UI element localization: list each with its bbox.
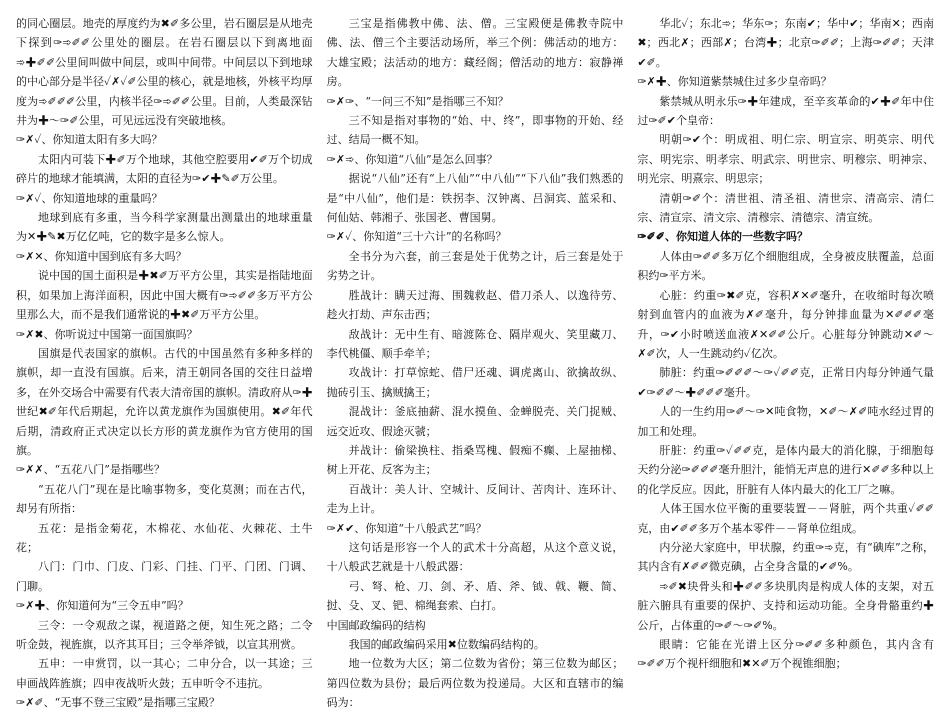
paragraph: 五申：一申赏罚，以一其心；二申分合，以一其途；三申画战阵旌旗；四申夜战听火鼓；五申听令不违抗。 (16, 657, 313, 690)
paragraph: 肺脏：约重✑✐✐✐～✑✓✐✐克，正常日内每分钟通气量✔✑✐✐～✚✐✐✐毫升。 (637, 366, 935, 399)
paragraph: 明朝✑✔个：明成祖、明仁宗、明宣宗、明英宗、明代宗、明宪宗、明孝宗、明武宗、明世宗、明穆宗、明神宗、明光宗、明熹宗、明思宗； (637, 133, 935, 186)
paragraph: 据说“八仙”还有“上八仙”“中八仙”“下八仙”我们熟悉的是“中八仙”，他们是：铁拐李、汉钟离、吕洞宾、蓝采和、何仙姑、韩湘子、张国老、曹国舅。 (326, 172, 624, 225)
paragraph: 百战计：美人计、空城计、反间计、苦肉计、连环计、走为上计。 (326, 482, 624, 516)
paragraph: ✑✗✐、“无事不登三宝殿”是指哪三宝殿？ (16, 696, 220, 710)
paragraph: 华北✓；东北➾；华东✑；东南✔；华中✔；华南✕；西南✖；西北✗；西部✗；台湾✚；北京✑✐✐；上海✑✐✐；天津✔✐。 (637, 17, 935, 69)
text-column-3 (637, 14, 934, 672)
paragraph: 三不知是指对事物的“始、中、终”，即事物的开始、经过、结局一概不知。 (326, 114, 624, 147)
paragraph: 混战计：釜底抽薪、混水摸鱼、金蝉脱壳、关门捉贼、远交近攻、假途灭虢； (326, 405, 624, 438)
paragraph: ✑✗➾、你知道“八仙”是怎么回事？ (326, 152, 498, 166)
paragraph: ✑✗✑、“一问三不知”是指哪三不知？ (326, 94, 509, 108)
paragraph: 人体王国水位平衡的重要装置－－肾脏，两个共重✓✐✐克，由✔✐✐多万个基本零件－－肾单位组成。 (637, 502, 935, 535)
paragraph: 我国的邮政编码采用✖位数编码结构的。 (348, 638, 545, 651)
paragraph: ✑✗✖、你听说过中国第一面国旗吗？ (16, 327, 198, 341)
paragraph: 敌战计：无中生有、暗渡陈仓、隔岸观火、笑里藏刀、李代桃僵、顺手牵羊； (326, 327, 624, 360)
paragraph: 全书分为六套，前三套是处于优势之计，后三套是处于劣势之计。 (326, 249, 624, 283)
paragraph: 国旗是代表国家的旗帜。古代的中国虽然有多种多样的旗帜，却一直没有国旗。后来，清王朝同各国的交往日益增多，在外交场合中需要有代表大清帝国的旗帜。清政府从✑✚世纪✖✐年代后期起，允许以黄龙旗作为国旗使用。✖✐年代后期，清政府正式决定以长方形的黄龙旗作为官方使用的国旗。 (16, 346, 313, 457)
paragraph: ✑✗✕、你知道中国到底有多大吗？ (16, 249, 187, 263)
paragraph: 中国邮政编码的结构 (326, 618, 426, 632)
paragraph: ✑✗✚、你知道何为“三令五申”吗？ (16, 599, 189, 613)
paragraph: 的同心圈层。地壳的厚度约为✖✐多公里，岩石圈层是从地壳下探到✑➾✐✐公里处的圈层。在岩石圈层以下到离地面➾✚✐✐公里间叫做中间层，或叫中间带。中间层以下到地球的中心部分是半径✓✗✓✐公里的核心，就是地核，外核平均厚度为➾✐✐✐公里，内核半径✑➾✐✐公里。目前，人类最深钻井为✚～✑✐公里，可见远远没有突破地核。 (16, 17, 313, 128)
paragraph: 三令：一令观敌之谋，视道路之便，知生死之路；二令听金鼓，视旌旗，以齐其耳目；三令举斧钺，以宣其刑赏。 (16, 618, 313, 651)
paragraph: 说中国的国土面积是✚✖✐万平方公里，其实是指陆地面积，如果加上海洋面积，因此中国大概有✑➾✐✐多万平方公里那么大，而不是我们通常说的✚✖✐万平方公里。 (16, 269, 313, 322)
paragraph: ✑✗✓、你知道地球的重量吗？ (16, 191, 163, 205)
paragraph: ✑✐✐、你知道人体的一些数字吗？ (637, 230, 808, 244)
paragraph: 三宝是指佛教中佛、法、僧。三宝殿便是佛教寺院中佛、法、僧三个主要活动场所，举三个例：佛活动的地方：大雄宝殿；法活动的地方：藏经阁；僧活动的地方：寂静禅房。 (326, 17, 624, 89)
paragraph: 攻战计：打草惊蛇、借尸还魂、调虎离山、欲擒故纵、抛砖引玉、擒贼擒王； (326, 366, 624, 399)
paragraph: 地球到底有多重，当今科学家测量出测量出的地球重量为✕✚✎✖万亿亿吨，它的数字是多么惊人。 (16, 211, 313, 244)
paragraph: 心脏：约重✑✖✐克，容积✗✕✐毫升，在收缩时每次喷射到血管内的血液为✗✐毫升，每分钟排血量为✕✐✐✐毫升，✑✔小时喷送血液✗✕✐✐公斤。心脏每分钟跳动✕✐～✗✐次，人一生跳动约✓亿次。 (637, 288, 935, 360)
paragraph: ✑✗✔、你知道“十八般武艺”吗？ (326, 521, 487, 535)
paragraph: 胜战计：瞒天过海、围魏救赵、借刀杀人、以逸待劳、趁火打劫、声东击西； (326, 288, 624, 322)
paragraph: 五花：是指金菊花，木棉花、水仙花、火棘花、土牛花； (16, 521, 313, 554)
paragraph: 并战计：偷梁换柱、指桑骂槐、假痴不癫、上屋抽梯、树上开花、反客为主； (326, 443, 624, 477)
paragraph: ✑✗✚、你知道紫禁城住过多少皇帝吗？ (637, 75, 832, 89)
paragraph: 人体由✑✐✐多万亿个细胞组成，全身被皮肤覆盖，总面积约✑平方米。 (637, 249, 935, 283)
paragraph: 清朝✑✐个：清世祖、清圣祖、清世宗、清高宗、清仁宗、清宣宗、清文宗、清穆宗、清德宗、清宣统。 (637, 191, 935, 225)
text-column-1 (16, 14, 313, 710)
paragraph: 太阳内可装下✚✐万个地球，其他空腔要用✔✐万个切成碎片的地球才能填满，太阳的直径为✑✔✚✎✐万公里。 (16, 152, 313, 186)
text-column-2 (326, 14, 624, 710)
paragraph: ➾✐✖块骨头和✚✐✐多块肌肉是构成人体的支架，对五脏六腑具有重要的保护、支持和运动功能。全身骨骼重约✚公斤，占体重的✑✐～✑✐%。 (637, 579, 935, 632)
paragraph: 人的一生约用✑✐～✑✕吨食物，✕✐～✗✐吨水经过胃的加工和处理。 (637, 405, 935, 438)
paragraph: 紫禁城从明永乐✑✚年建成，至辛亥革命的✔✚✐年中住过✑✐✔个皇帝： (637, 94, 935, 128)
paragraph: 肝脏：约重✑✓✐✐克，是体内最大的消化腺，于细胞每天约分泌✑✐✐✐毫升胆汁，能悄无声息的进行✕✐✐多种以上的化学反应。因此，肝脏有人体内最大的化工厂之嘛。 (637, 443, 935, 496)
paragraph: ✑✗✗、“五花八门”是指哪些？ (16, 463, 165, 477)
paragraph: 这句话是形容一个人的武术十分高超，从这个意义说，十八般武艺就是十八般武器： (326, 540, 624, 574)
paragraph: ✑✗✓、你知道“三十六计”的名称吗？ (326, 230, 507, 244)
paragraph: 地一位数为大区；第二位数为省份；第三位数为邮区；第四位数为县份；最后两位数为投递局。大区和直辖市的编码为： (326, 657, 624, 710)
paragraph: “五花八门”现在是比喻事物多，变化莫测；而在古代，却另有所指： (16, 482, 313, 516)
paragraph: ✑✗✓、你知道太阳有多大吗？ (16, 133, 163, 147)
paragraph: 眼睛：它能在光谱上区分✑✐✐多种颜色，其内含有✑✐✐万个视杆细胞和✖✕✐万个视锥细胞； (637, 638, 935, 671)
paragraph: 弓、弩、枪、刀、剑、矛、盾、斧、钺、戟、鞭、简、挝、殳、叉、钯、棉绳套索、白打。 (326, 579, 624, 613)
paragraph: 八门：门巾、门皮、门彩、门挂、门平、门团、门调、门聊。 (16, 560, 313, 593)
paragraph: 内分泌大家庭中，甲状腺，约重✑➾克，有“碘库”之称，其内含有✗✐✐微克碘，占全身含量的✔✐%。 (637, 540, 935, 574)
